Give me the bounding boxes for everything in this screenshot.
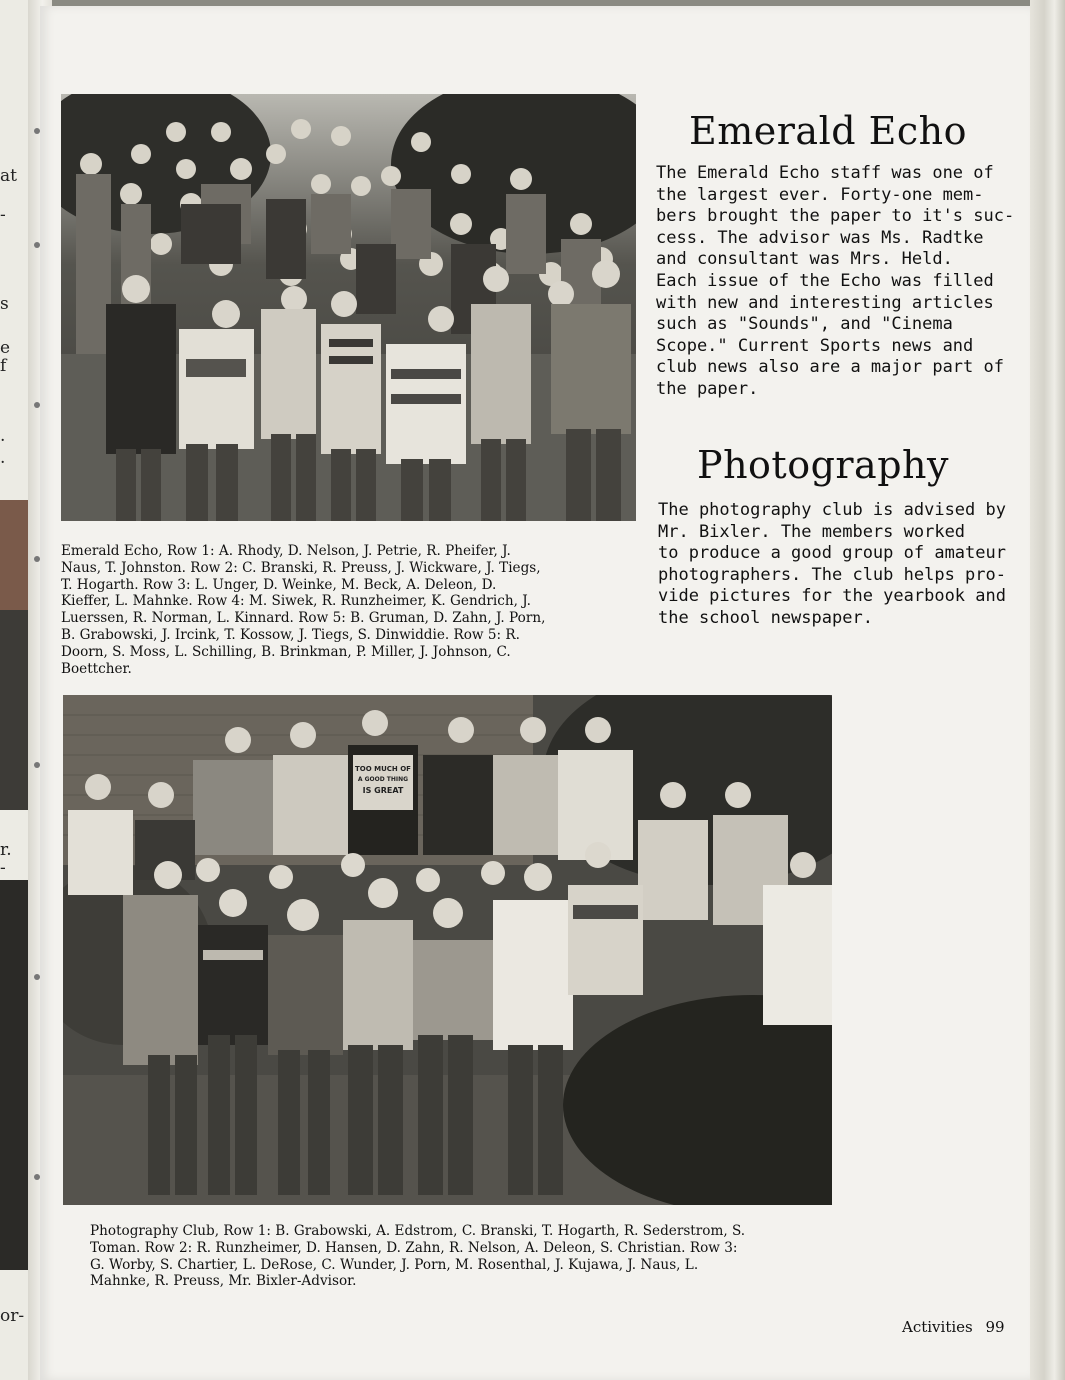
caption-line: Toman. Row 2: R. Runzheimer, D. Hansen, D. Zahn, R. Nelson, A. Deleon, S. Christian. Row 3: xyxy=(90,1239,738,1256)
body-line: the school newspaper. xyxy=(658,607,873,628)
caption-line: Kieffer, L. Mahnke. Row 4: M. Siwek, R. Runzheimer, K. Gendrich, J. xyxy=(61,593,531,610)
caption-line: Doorn, S. Moss, L. Schilling, B. Brinkman, P. Miller, J. Johnson, C. xyxy=(61,643,511,660)
emerald-echo-caption xyxy=(61,543,545,677)
left-page-fragment: - xyxy=(0,858,6,878)
body-line: such as "Sounds", and "Cinema xyxy=(656,314,953,335)
photography-heading: Photography xyxy=(697,443,949,487)
caption-line: Boettcher. xyxy=(61,660,132,677)
caption-line: Luerssen, R. Norman, L. Kinnard. Row 5: B. Gruman, D. Zahn, J. Porn, xyxy=(61,610,546,627)
left-page-fragment: f xyxy=(0,356,7,376)
caption-line: Photography Club, Row 1: B. Grabowski, A. Edstrom, C. Branski, T. Hogarth, R. Sederstrom, S. xyxy=(90,1223,746,1239)
caption-line: Mahnke, R. Preuss, Mr. Bixler-Advisor. xyxy=(90,1273,357,1290)
emerald-echo-body xyxy=(656,163,1014,401)
caption-line: B. Grabowski, J. Ircink, T. Kossow, J. Tiegs, S. Dinwiddie. Row 5: R. xyxy=(61,626,520,643)
emerald-echo-heading: Emerald Echo xyxy=(689,109,968,153)
photography-caption xyxy=(90,1223,745,1290)
body-line: with new and interesting articles xyxy=(656,292,994,313)
body-line: Scope." Current Sports news and xyxy=(656,335,974,356)
body-line: Mr. Bixler. The members worked xyxy=(658,521,966,542)
caption-line: G. Worby, S. Chartier, L. DeRose, C. Wunder, J. Porn, M. Rosenthal, J. Kujawa, J. Naus, L. xyxy=(90,1256,699,1273)
body-line: Each issue of the Echo was filled xyxy=(656,270,994,291)
body-line: bers brought the paper to it's suc- xyxy=(656,206,1015,227)
body-line: to produce a good group of amateur xyxy=(658,543,1006,564)
left-page-fragment: e xyxy=(0,338,11,358)
body-line: club news also are a major part of xyxy=(656,357,1004,378)
body-line: and consultant was Mrs. Held. xyxy=(656,249,953,270)
shirt-print-line: TOO MUCH OF xyxy=(355,765,411,773)
body-line: the paper. xyxy=(656,378,759,399)
photography-body xyxy=(658,500,1006,630)
emerald-echo-group-photo xyxy=(61,94,636,521)
caption-line: T. Hogarth. Row 3: L. Unger, D. Weinke, M. Beck, A. Deleon, D. xyxy=(61,576,497,593)
caption-line: Naus, T. Johnston. Row 2: C. Branski, R. Preuss, J. Wickware, J. Tiegs, xyxy=(61,559,541,576)
left-page-fragment: r. xyxy=(0,840,12,860)
left-page-fragment: at xyxy=(0,166,17,186)
body-line: photographers. The club helps pro- xyxy=(658,564,1006,585)
folio-section: Activities xyxy=(902,1318,973,1336)
body-line: the largest ever. Forty-one mem- xyxy=(656,184,984,205)
body-line: The Emerald Echo staff was one of xyxy=(656,163,994,183)
left-page-photo-strip xyxy=(0,610,30,810)
page-number: 99 xyxy=(985,1318,1005,1336)
left-page-fragment: . xyxy=(0,426,6,446)
left-page-photo-strip xyxy=(0,500,30,610)
left-page-photo-strip xyxy=(0,880,30,1270)
page-folio xyxy=(902,1318,1005,1336)
left-page-fragment: . xyxy=(0,448,6,468)
left-page-fragment: s xyxy=(0,294,9,314)
shirt-print-line: A GOOD THING xyxy=(357,776,409,783)
body-line: vide pictures for the yearbook and xyxy=(658,586,1006,607)
body-line: cess. The advisor was Ms. Radtke xyxy=(656,227,984,248)
photography-club-group-photo xyxy=(63,695,832,1205)
left-page-fragment: - xyxy=(0,205,6,225)
shirt-print-line: IS GREAT xyxy=(362,786,404,795)
caption-line: Emerald Echo, Row 1: A. Rhody, D. Nelson, J. Petrie, R. Pheifer, J. xyxy=(61,543,511,559)
page-stack-edge xyxy=(1030,0,1065,1380)
left-page-fragment: or- xyxy=(0,1306,25,1326)
body-line: The photography club is advised by xyxy=(658,500,1006,520)
